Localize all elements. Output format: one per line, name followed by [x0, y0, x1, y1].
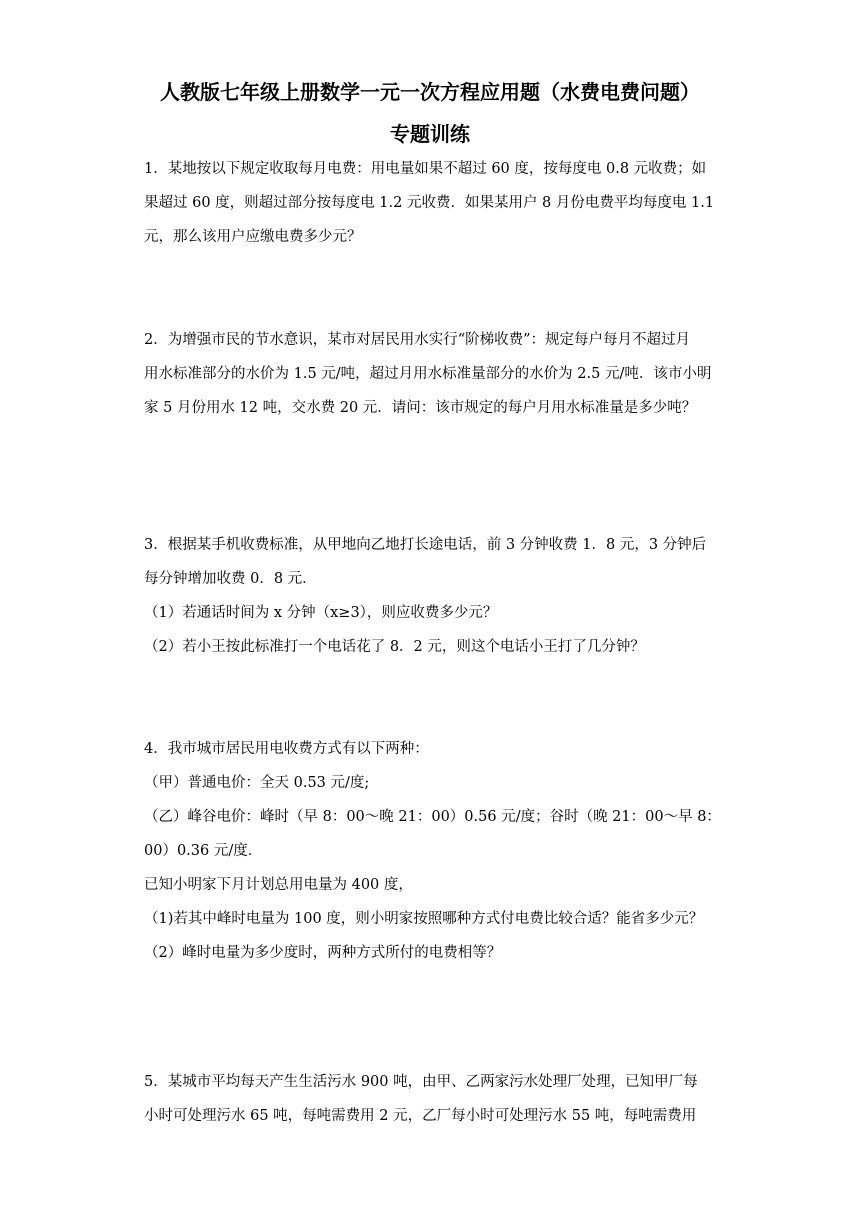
question-line: 已知小明家下月计划总用电量为 400 度，: [144, 877, 413, 893]
question-line: 每分钟增加收费 0．8 元．: [144, 571, 317, 587]
sub-question-line: （1)若其中峰时电量为 100 度，则小明家按照哪种方式付电费比较合适？能省多少元？: [144, 911, 704, 927]
question-line: 00）0.36 元/度．: [144, 843, 263, 859]
question-line: 4．我市城市居民用电收费方式有以下两种：: [144, 741, 429, 757]
question-line: （甲）普通电价：全天 0.53 元/度;: [144, 775, 370, 791]
question-4: [144, 732, 724, 970]
question-line: 小时可处理污水 65 吨，每吨需费用 2 元，乙厂每小时可处理污水 55 吨，每吨需费用: [144, 1108, 697, 1124]
question-2: [144, 323, 724, 425]
question-line: （乙）峰谷电价：峰时（早 8：00～晚 21：00）0.56 元/度；谷时（晚 21：00～早 8：: [144, 809, 721, 825]
question-line: 元，那么该用户应缴电费多少元？: [144, 229, 362, 245]
question-line: 果超过 60 度，则超过部分按每度电 1.2 元收费．如果某用户 8 月份电费平均每度电 1.1: [144, 195, 715, 211]
sub-question-line: （2）峰时电量为多少度时，两种方式所付的电费相等？: [144, 945, 502, 961]
question-1: [144, 152, 724, 254]
document-title: 人教版七年级上册数学一元一次方程应用题（水费电费问题）: [160, 80, 700, 104]
sub-question-line: （1）若通话时间为 x 分钟（x≥3），则应收费多少元？: [144, 605, 498, 621]
question-line: 1．某地按以下规定收取每月电费：用电量如果不超过 60 度，按每度电 0.8 元收费；如: [144, 161, 707, 177]
question-line: 家 5 月份用水 12 吨，交水费 20 元．请问：该市规定的每户月用水标准量是多少吨？: [144, 400, 697, 416]
question-3: [144, 528, 724, 664]
document-subtitle: 专题训练: [390, 122, 470, 146]
question-line: 2．为增强市民的节水意识，某市对居民用水实行“阶梯收费”：规定每户每月不超过月: [144, 332, 691, 348]
question-5: [144, 1065, 724, 1133]
sub-question-line: （2）若小王按此标准打一个电话花了 8．2 元，则这个电话小王打了几分钟？: [144, 639, 645, 655]
question-line: 3．根据某手机收费标准，从甲地向乙地打长途电话，前 3 分钟收费 1．8 元，3 分钟后: [144, 537, 707, 553]
question-line: 用水标准部分的水价为 1.5 元/吨，超过月用水标准量部分的水价为 2.5 元/吨．该市小明: [144, 366, 712, 382]
question-line: 5．某城市平均每天产生生活污水 900 吨，由甲、乙两家污水处理厂处理，已知甲厂每: [144, 1074, 698, 1090]
